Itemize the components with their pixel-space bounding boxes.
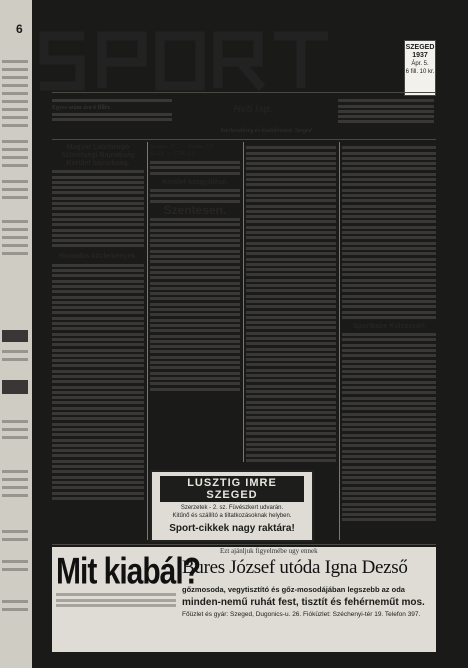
column-divider: [339, 142, 340, 540]
bures-advertisement: [52, 547, 436, 652]
text-line: [2, 100, 28, 103]
text-line: [2, 252, 28, 255]
article-heading: Magyar Labdarúgó Szövetségi Bajnokság Kerület bajnokság.: [61, 144, 135, 167]
lusztig-advertisement: [150, 470, 314, 542]
text-line: [2, 236, 28, 239]
text-line: [2, 486, 28, 489]
text-line: [2, 196, 28, 199]
ad-line: Kitűnő és szállító a tiltatkozásoknak helyben.: [172, 513, 292, 519]
ad-headline: Mit kiabál?: [56, 551, 201, 593]
text-line: [2, 108, 28, 111]
text-line: [2, 180, 28, 183]
weekly-label: Heti lap.: [233, 104, 273, 115]
text-line: [2, 538, 28, 541]
masthead-rule: [52, 92, 436, 93]
editorial-address: Szerkesztőség és kiadóhivatal: Szeged: [220, 128, 312, 134]
text-line: [2, 358, 28, 361]
ad-tagline: Sport-cikkek nagy raktára!: [169, 523, 295, 534]
ad-firm-name: Bures József utóda Igna Dezső: [182, 557, 408, 578]
text-line: [2, 608, 28, 611]
page-number: 6: [16, 22, 23, 36]
text-line: [2, 164, 28, 167]
issue-date: Ápr. 5.: [411, 61, 429, 67]
text-line: [2, 76, 28, 79]
right-notice-block: [338, 97, 434, 133]
column-2: [150, 144, 240, 464]
text-line: [2, 68, 28, 71]
issue-info-box: [404, 40, 436, 96]
section-big-heading: Szentesen.: [163, 202, 227, 217]
masthead-sport-lettering: [36, 30, 332, 92]
header-bottom-rule: [52, 139, 436, 140]
text-line: [2, 560, 28, 563]
text-line: [2, 124, 28, 127]
ad-address: Főüzlet és gyár: Szeged, Dugonics-u. 26. Fióküzlet: Széchenyi-tér 19. Telefon 397.: [182, 611, 421, 618]
text-line: [2, 228, 28, 231]
ad-block: [2, 330, 28, 342]
column-divider: [147, 142, 148, 540]
ad-top-note: Ezt ajánljuk figyelmébe ugy ennek: [220, 547, 318, 555]
ad-top-rule: [52, 544, 436, 545]
ad-line: minden-nemű ruhát fest, tisztít és fehérneműt mos.: [182, 597, 425, 608]
text-line: [2, 116, 28, 119]
section-heading: Sportkabe Kolozsvárt: [353, 322, 425, 330]
result-line: SzAK — ETK 2:1: [150, 151, 195, 158]
text-line: [2, 84, 28, 87]
text-line: [2, 436, 28, 439]
text-line: [2, 530, 28, 533]
text-line: [2, 470, 28, 473]
masthead-logo: [36, 30, 332, 92]
ad-banner: LUSZTIG IMRE SZEGED: [160, 476, 304, 502]
text-line: [2, 148, 28, 151]
column-1: [52, 144, 144, 540]
result-line: Szeged. FC. — Postás 3:2: [150, 144, 213, 150]
notice-heading: Kerület közgyűlése.: [162, 178, 228, 186]
text-line: [2, 600, 28, 603]
text-line: [2, 428, 28, 431]
text-line: [2, 60, 28, 63]
ad-block: [2, 380, 28, 394]
text-line: [2, 140, 28, 143]
text-line: [2, 420, 28, 423]
text-line: [2, 478, 28, 481]
text-line: [2, 220, 28, 223]
subscription-line: Egyes szám ára 6 fillér.: [52, 104, 111, 111]
section-heading: Hivatalos közlemények.: [58, 253, 138, 261]
issue-year: 1937: [412, 52, 428, 59]
issue-price: 6 fill. 10 kr.: [405, 69, 435, 75]
previous-page-strip: [0, 0, 32, 668]
issue-city: SZEGED: [405, 44, 435, 51]
text-line: [2, 188, 28, 191]
ad-line: Szerzetek - 2. sz. Füvészkert udvarán.: [180, 505, 284, 511]
text-line: [2, 92, 28, 95]
column-4: [342, 144, 436, 540]
ad-line: gőzmosoda, vegytisztító és gőz-mosodájában legszebb az oda: [182, 585, 405, 594]
column-3: [246, 144, 336, 464]
text-line: [2, 156, 28, 159]
column-divider: [243, 142, 244, 462]
text-line: [2, 568, 28, 571]
text-line: [2, 244, 28, 247]
text-line: [2, 494, 28, 497]
text-line: [2, 350, 28, 353]
ad-small-print: [56, 591, 176, 609]
subscription-notice: [52, 97, 172, 123]
